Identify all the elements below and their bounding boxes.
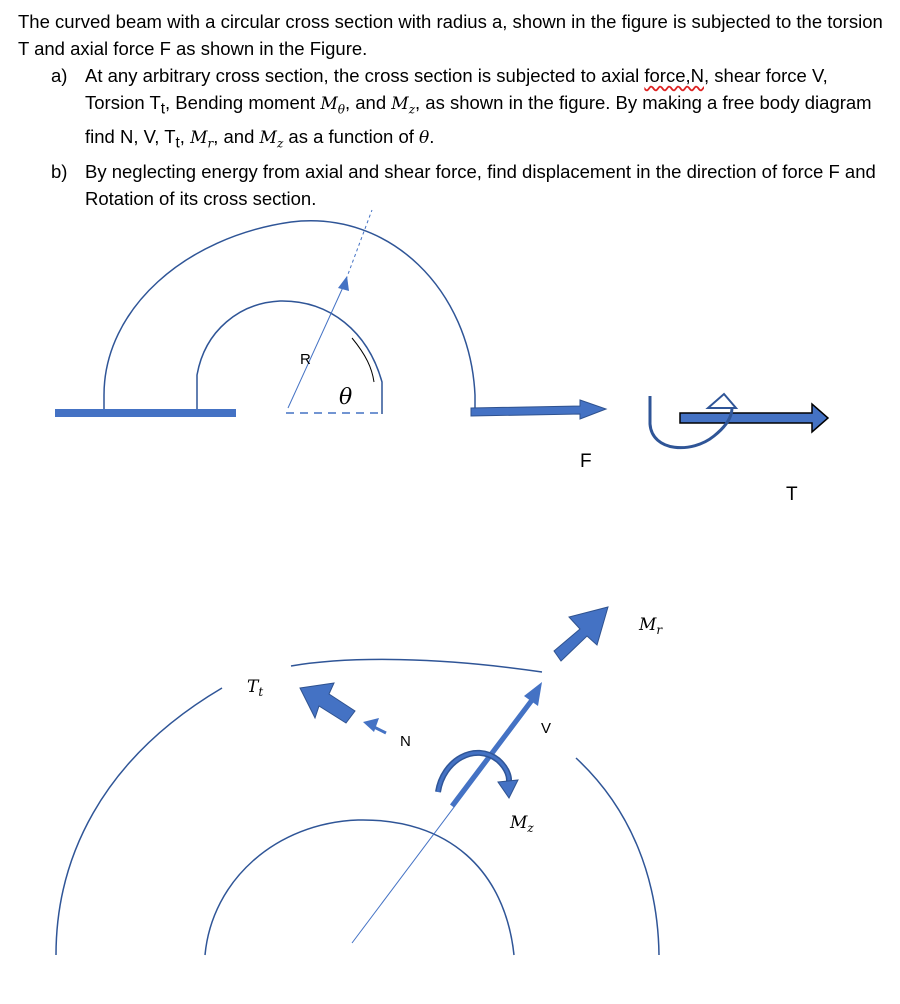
radius-label: R [300,351,311,368]
radius-line [288,285,344,408]
bottom-figure [56,607,663,955]
torsion-tt-label: $T_t$ [247,677,264,699]
part-a-text-5: , as shown in the figure. By making a free body diagram find N, V, T [85,92,872,148]
beam-outer-arc [104,221,475,414]
part-b-text: By neglecting energy from axial and shear force, find displacement in the direction of force F and Rotation of its cross section. [85,160,876,209]
radius-extension-dashed [344,210,372,285]
force-f-label: F [580,451,592,472]
angle-arc [352,338,374,382]
part-a-text-1: At any arbitrary cross section, the cross section is subjected to axial [85,65,645,86]
moment-mr-label: $M_r$ [639,615,663,637]
beam-inner-arc [197,301,382,414]
radius-arrowhead [338,276,349,291]
moment-mz-arrowhead [498,780,518,798]
torsion-subscript-t-2: t [175,135,180,153]
torsion-curl-arrowhead [708,394,736,408]
part-a-text-3: , Bending moment [165,92,321,113]
axial-n-label: N [400,733,411,750]
part-b-label: b) [51,160,68,182]
force-f-arrow [471,400,606,419]
torsion-tt-arrow [300,683,355,723]
moment-r-symbol: $M_r$ [190,128,214,151]
torsion-t-arrow [680,404,828,432]
part-a-text-2: , shear force V, Torsion T [85,65,828,113]
moment-mz-label: $M_z$ [510,813,534,835]
shear-v-arrowhead [524,682,542,706]
section-outer-arc-left [56,688,222,955]
section-outer-arc-right [576,758,659,955]
flagged-spelling-word[interactable]: force,N [644,65,704,86]
problem-intro: The curved beam with a circular cross section with radius a, shown in the figure is subjected to the torsion T and axial force F as shown in the Figure. [18,11,883,59]
part-a-text-6: , [179,126,191,148]
part-a-text-4: , and [344,92,392,113]
shear-v-label: V [541,720,552,737]
angle-label: θ [339,385,353,410]
theta-symbol: θ [419,128,430,149]
moment-z-symbol-2: $M_z$ [259,128,284,151]
top-figure [55,210,828,505]
section-outer-arc-top [291,659,542,672]
moment-mr-arrow [554,607,608,661]
moment-z-symbol: $M_z$ [391,94,416,117]
part-a-text-8: as a function of [283,126,420,148]
part-a-label: a) [51,65,68,86]
torsion-subscript-t: t [160,100,166,118]
moment-theta-symbol: $M_\theta$ [320,94,345,117]
part-a-text-9: . [429,126,435,148]
section-inner-arc [205,820,514,955]
torsion-t-label: T [786,484,798,505]
part-a-text-7: , and [213,126,260,148]
